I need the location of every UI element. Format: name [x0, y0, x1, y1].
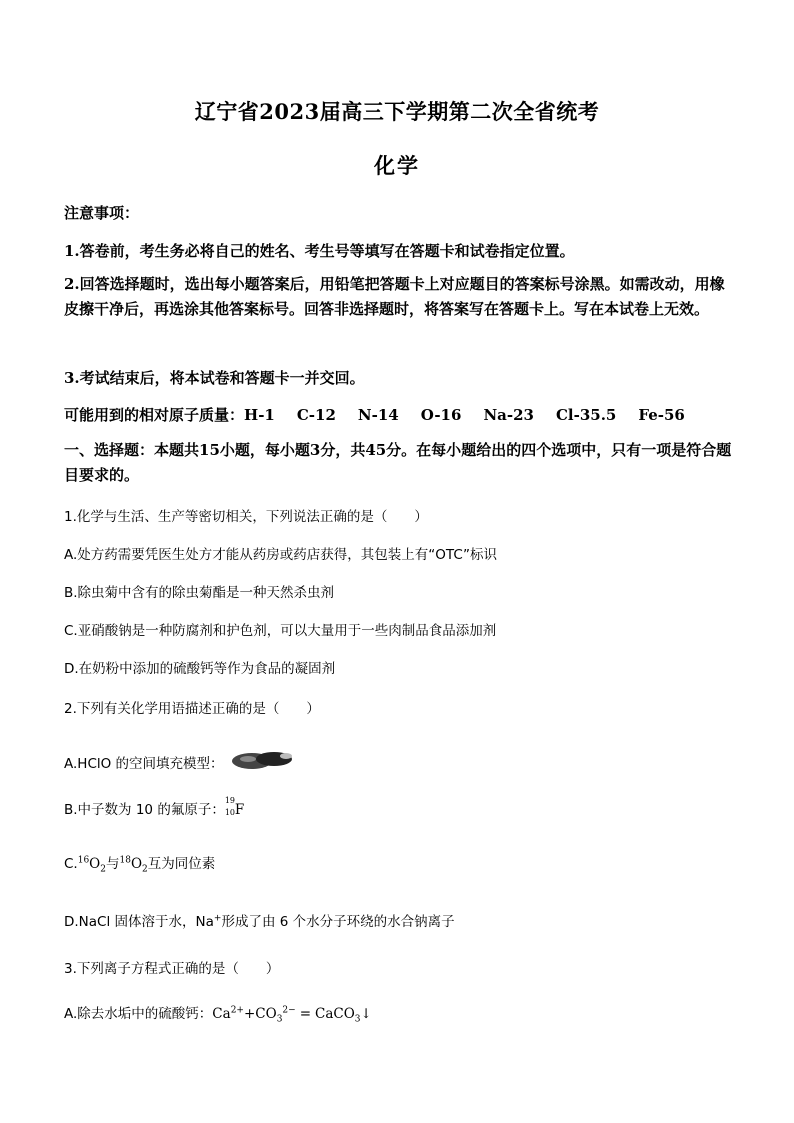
question-1-option-d: D.在奶粉中添加的硫酸钙等作为食品的凝固剂 — [64, 661, 336, 677]
question-1-option-b: B.除虫菊中含有的除虫菊酯是一种天然杀虫剂 — [64, 585, 335, 601]
atomic-mass-value: N-14 — [357, 406, 399, 424]
atomic-mass-value: C-12 — [296, 406, 336, 424]
notice-item-2: 2.回答选择题时，选出每小题答案后，用铅笔把答题卡上对应题目的答案标号涂黑。如需改动，用橡皮擦干净后，再选涂其他答案标号。回答非选择题时，将答案写在答题卡上。写在本试卷上无效。 — [64, 275, 725, 318]
question-3-stem: 3.下列离子方程式正确的是（ ） — [64, 961, 280, 977]
atomic-mass-label: 可能用到的相对原子质量： — [64, 406, 245, 424]
atomic-mass-value: Fe-56 — [638, 406, 685, 424]
section-1-heading: 一、选择题：本题共15小题，每小题3分，共45分。在每小题给出的四个选项中，只有一项是符合题目要求的。 — [64, 441, 732, 484]
exam-title: 辽宁省2023届高三下学期第二次全省统考 — [194, 99, 600, 124]
atomic-mass-line — [64, 404, 734, 425]
notice-item-3: 3.考试结束后，将本试卷和答题卡一并交回。 — [64, 369, 365, 387]
atomic-mass-value: Na-23 — [483, 406, 534, 424]
space-filling-model-icon — [228, 748, 298, 770]
notice-item-1: 1.答卷前，考生务必将自己的姓名、考生号等填写在答题卡和试卷指定位置。 — [64, 242, 575, 260]
question-2-stem: 2.下列有关化学用语描述正确的是（ ） — [64, 701, 320, 717]
question-2-option-d: D.NaCl 固体溶于水，Na+形成了由 6 个水分子环绕的水合钠离子 — [64, 913, 455, 930]
question-2-option-c: $C.^{16}O_2$与$^{18}O_2$互为同位素 — [64, 855, 216, 875]
question-2-option-a — [64, 748, 734, 772]
atomic-mass-value: O-16 — [420, 406, 462, 424]
fluorine-nuclide: 19 10 — [224, 796, 236, 817]
question-1-option-c: C.亚硝酸钠是一种防腐剂和护色剂，可以大量用于一些肉制品食品添加剂 — [64, 623, 497, 639]
option-b-text: B.中子数为 10 的氟原子： — [64, 802, 225, 818]
question-1-option-a: A.处方药需要凭医生处方才能从药房或药店获得，其包装上有“OTC”标识 — [64, 547, 498, 563]
question-1-stem: 1.化学与生活、生产等密切相关，下列说法正确的是（ ） — [64, 509, 428, 525]
question-2-option-b — [64, 798, 734, 818]
notice-heading: 注意事项： — [64, 204, 140, 222]
fluorine-symbol: F — [234, 802, 245, 818]
option-a-text: A.HClO 的空间填充模型： — [64, 756, 224, 772]
question-3-option-a: A.除去水垢中的硫酸钙：$Ca^{2+}+CO_3^{2-}$ = CaCO$_3$↓ — [64, 1005, 372, 1025]
atomic-mass-value: Cl-35.5 — [555, 406, 617, 424]
atomic-mass-value: H-1 — [244, 406, 275, 424]
exam-subject: 化学 — [374, 153, 420, 178]
